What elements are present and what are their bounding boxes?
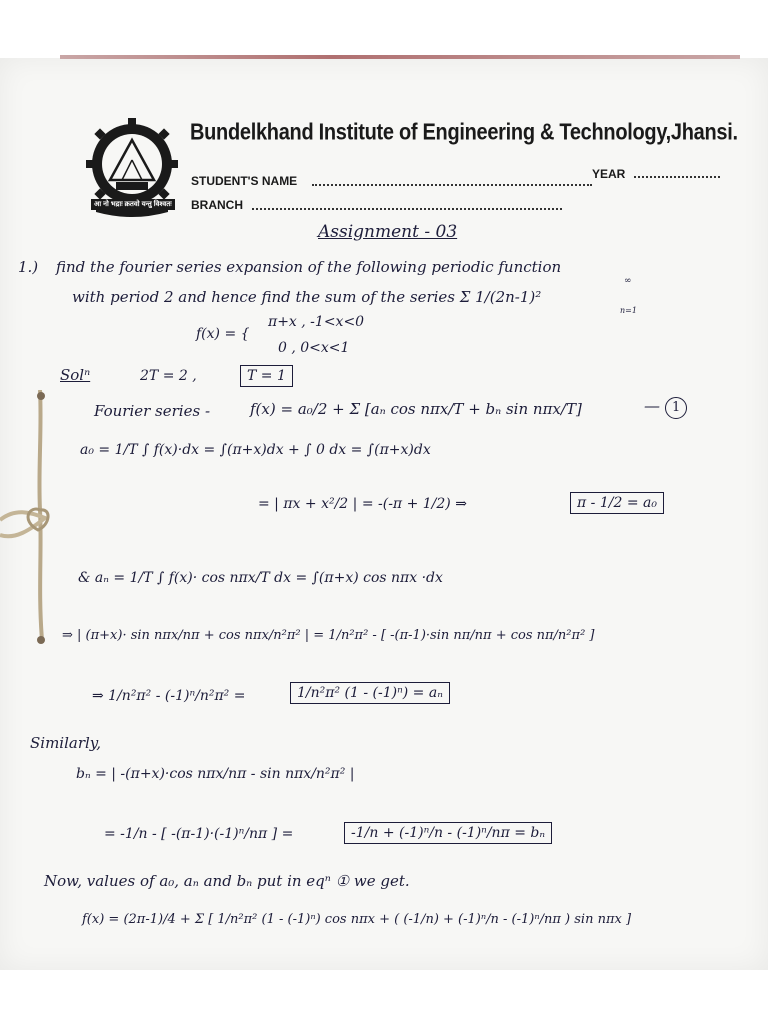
equation-ref-circle: 1: [665, 397, 687, 419]
bn-result-box: -1/n + (-1)ⁿ/n - (-1)ⁿ/nπ = bₙ: [344, 822, 552, 844]
now-line: Now, values of a₀, aₙ and bₙ put in eqⁿ ① we get.: [44, 872, 410, 890]
equation-ref: — 1: [644, 396, 734, 419]
student-name-line: [312, 184, 592, 186]
question-line-2: with period 2 and hence find the sum of the series Σ 1/(2n-1)²: [72, 288, 542, 306]
function-lhs: f(x) = {: [196, 326, 250, 342]
fourier-equation: f(x) = a₀/2 + Σ [aₙ cos nπx/T + bₙ sin nπx/T]: [250, 400, 582, 418]
institute-name: Bundelkhand Institute of Engineering & Technology,Jhansi.: [190, 120, 738, 146]
a0-line-1: a₀ = 1/T ∫ f(x)·dx = ∫(π+x)dx + ∫ 0 dx = ∫(π+x)dx: [80, 442, 431, 458]
year-line: [634, 176, 720, 178]
an-line-3: ⇒ 1/n²π² - (-1)ⁿ/n²π² =: [92, 688, 246, 704]
similarly-label: Similarly,: [30, 734, 102, 752]
solution-label: Solⁿ: [60, 366, 91, 384]
bn-line-2: = -1/n - [ -(π-1)·(-1)ⁿ/nπ ] =: [104, 826, 294, 842]
branch-label: BRANCH: [191, 198, 243, 212]
period-eq: 2T = 2 ,: [140, 368, 197, 384]
logo-motto: आ नो भद्राः क्रतवो यन्तु विश्वतः: [91, 199, 175, 210]
a0-result-box: π - 1/2 = a₀: [570, 492, 664, 514]
paper-top-edge: [60, 55, 740, 59]
bn-line-1: bₙ = | -(π+x)·cos nπx/nπ - sin nπx/n²π² |: [76, 766, 355, 782]
period-box: T = 1: [240, 365, 293, 387]
sum-limit-top: ∞: [624, 276, 632, 286]
an-line-1: & aₙ = 1/T ∫ f(x)· cos nπx/T dx = ∫(π+x) cos nπx ·dx: [78, 570, 443, 586]
sum-limit-bottom: n=1: [620, 306, 637, 315]
assignment-title: Assignment - 03: [318, 222, 458, 242]
question-number: 1.): [18, 258, 39, 276]
binding-string-icon: [0, 390, 60, 650]
an-line-2: ⇒ | (π+x)· sin nπx/nπ + cos nπx/n²π² | = 1/n²π² - [ -(π-1)·sin nπ/nπ + cos nπ/n²π² ]: [62, 628, 595, 643]
student-name-label: STUDENT'S NAME: [191, 174, 298, 188]
function-case-1: π+x , -1<x<0: [268, 314, 365, 330]
branch-line: [252, 208, 562, 210]
logo-text: BIET: [124, 184, 140, 191]
an-result-box: 1/n²π² (1 - (-1)ⁿ) = aₙ: [290, 682, 450, 704]
year-label: YEAR: [592, 167, 626, 181]
function-case-2: 0 , 0<x<1: [278, 340, 350, 356]
final-expression: f(x) = (2π-1)/4 + Σ [ 1/n²π² (1 - (-1)ⁿ) cos nπx + ( (-1/n) + (-1)ⁿ/n - (-1)ⁿ/nπ ) sin nπx ]: [82, 912, 632, 927]
question-line-1: find the fourier series expansion of the following periodic function: [56, 258, 562, 276]
a0-line-2: = | πx + x²/2 | = -(-π + 1/2) ⇒: [258, 496, 467, 512]
fourier-label: Fourier series -: [94, 402, 211, 420]
